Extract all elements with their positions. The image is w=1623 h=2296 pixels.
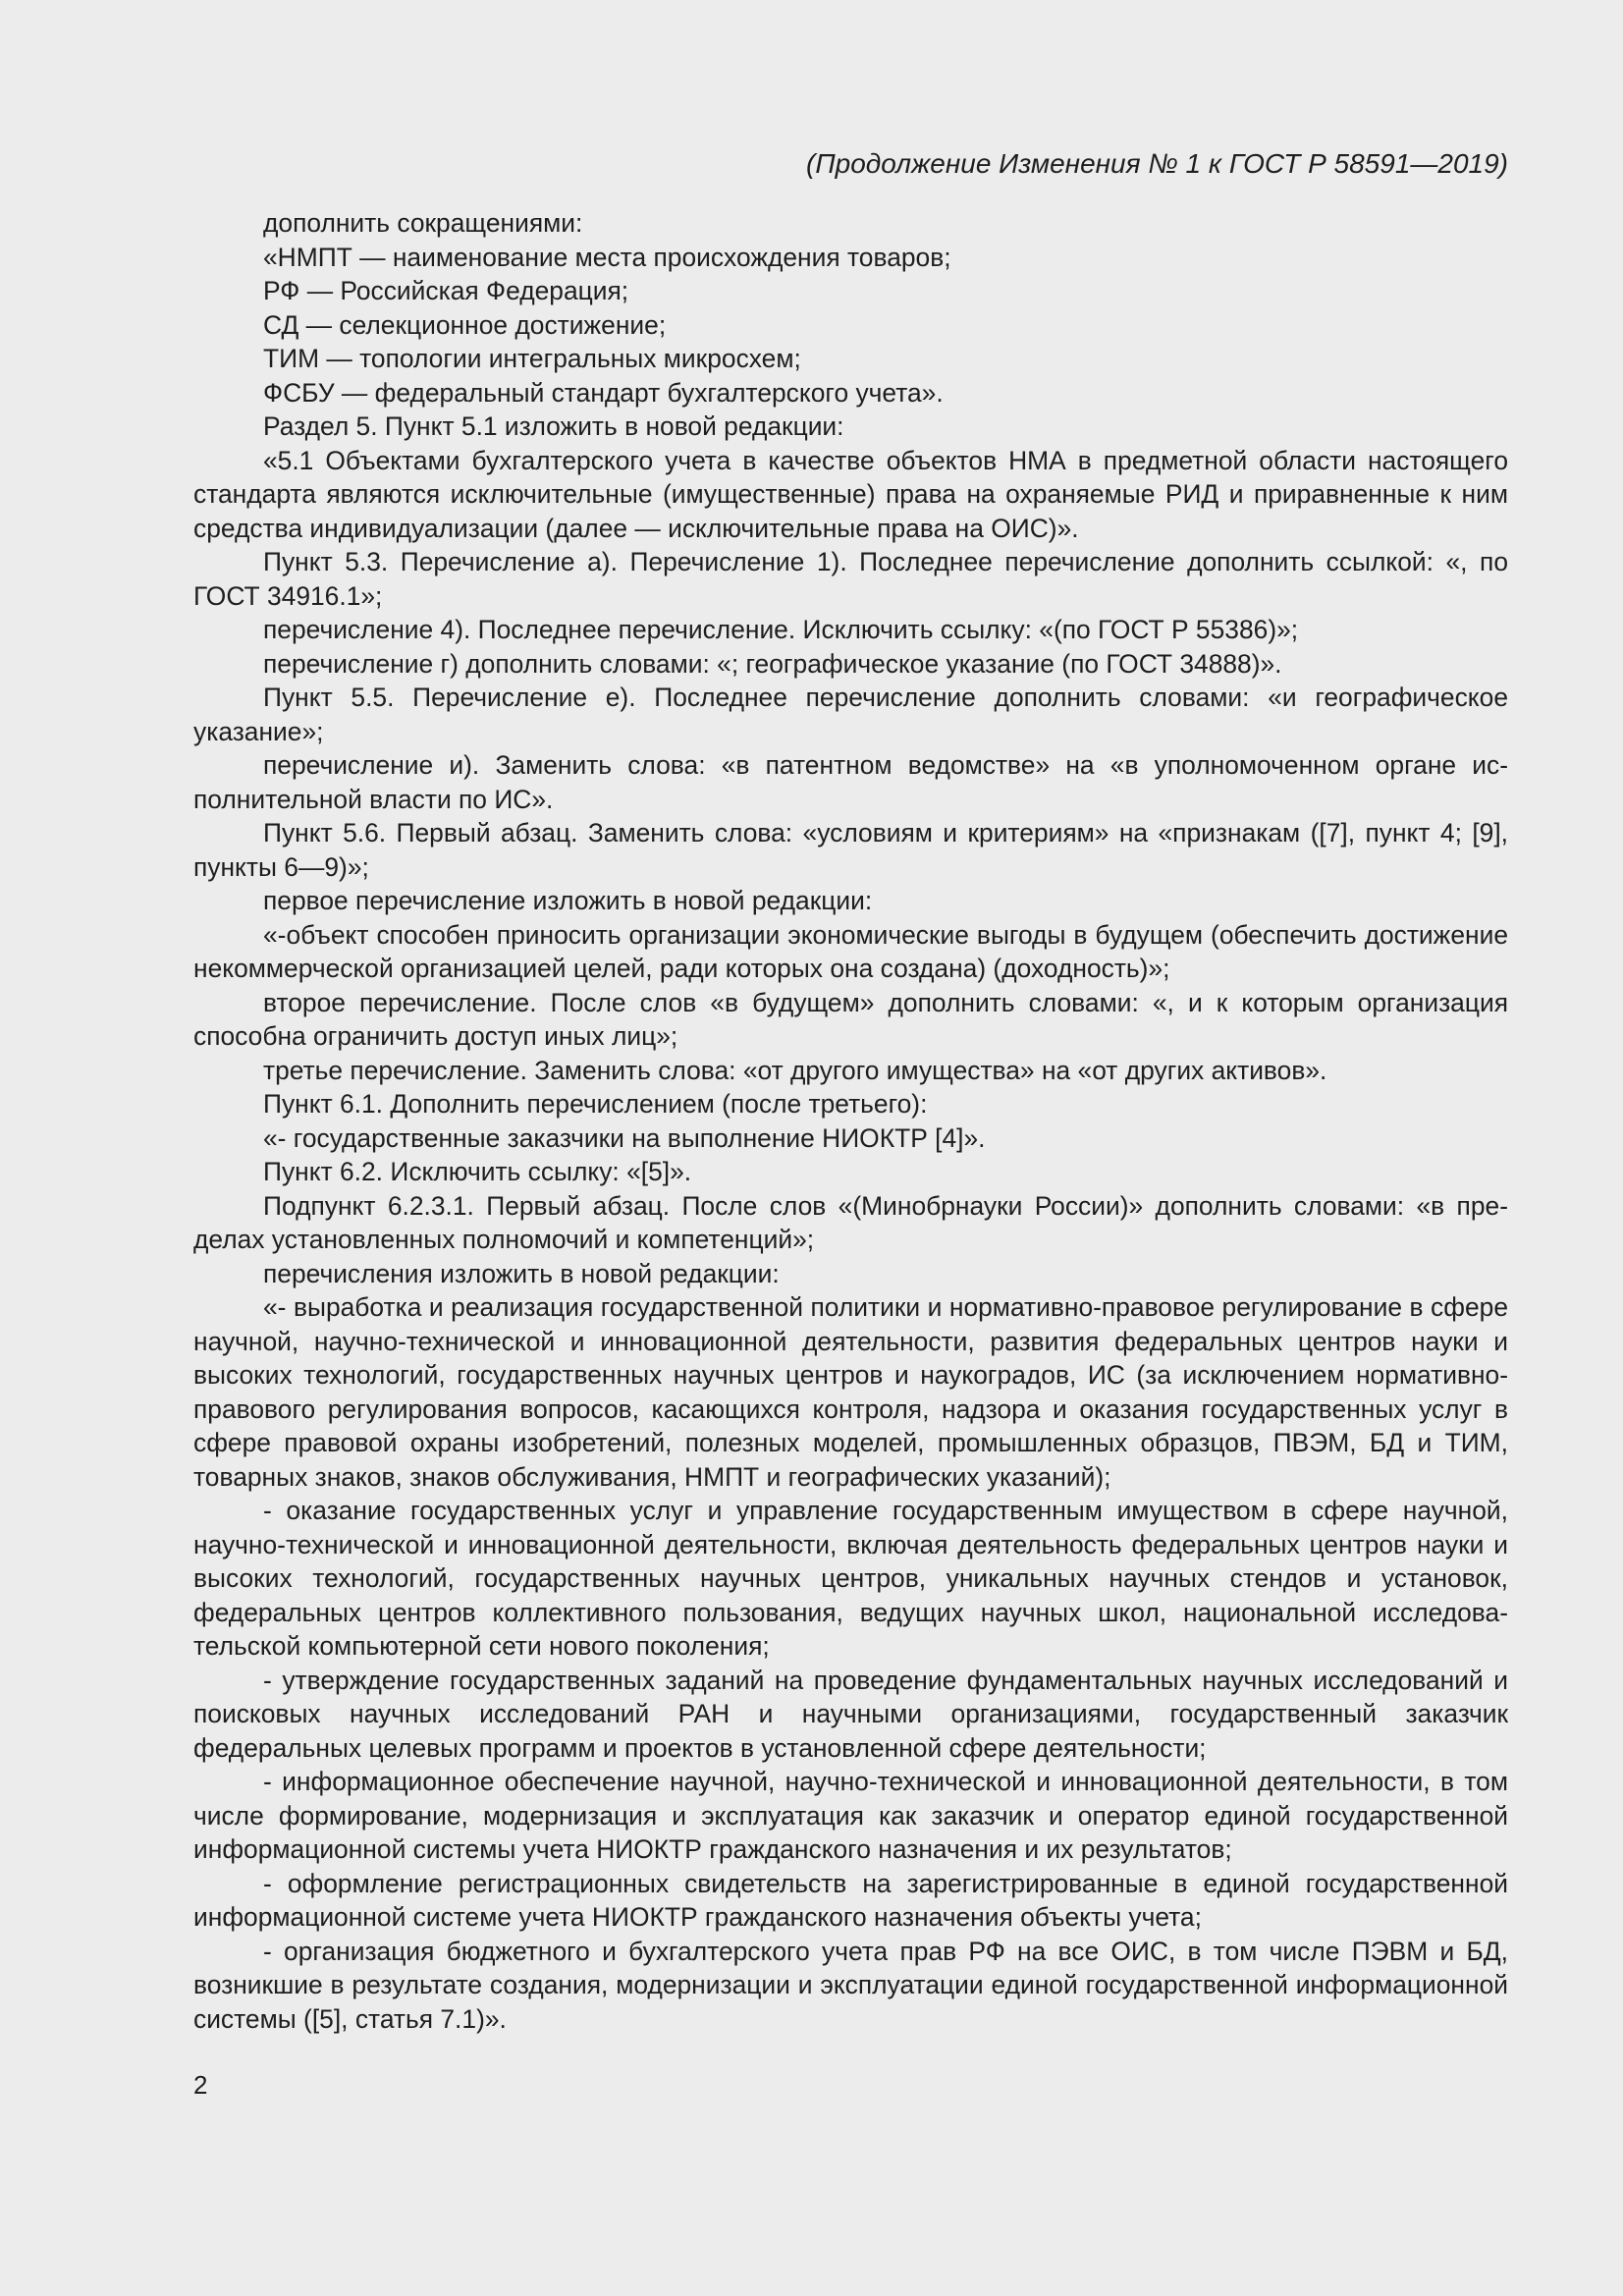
paragraph: первое перечисление изложить в новой редакции: <box>263 886 873 915</box>
paragraph: Пункт 6.1. Дополнить перечислением (после третьего): <box>263 1089 928 1119</box>
paragraph: перечисление г) дополнить словами: «; географическое указание (по ГОСТ 34888)». <box>263 648 1282 679</box>
paragraph: ТИМ — топологии интегральных микросхем; <box>263 344 801 373</box>
paragraph: Пункт 5.5. Перечисление е). Последнее перечисление дополнить словами: «и географическое указание»; <box>193 683 1508 746</box>
paragraph: «5.1 Объектами бухгалтерского учета в качестве объектов НМА в предметной области настоящего стандарта являются исключительные (имущественные) права на охраняемые РИД и приравненные к ним средства индивидуализации (далее — исключительные права на ОИС)». <box>193 445 1508 543</box>
paragraph: «-объект способен приносить организации экономические выгоды в будущем (обеспечить достижение некоммерческой организацией целей, ради которых она создана) (доходность)»; <box>193 919 1508 983</box>
page-number: 2 <box>193 2070 208 2100</box>
paragraph: - оформление регистрационных свидетельств на зарегистрированные в единой государственной информационной системе учета НИОКТР гражданского назначения объекты учета; <box>193 1868 1508 1932</box>
paragraph: Пункт 5.3. Перечисление а). Перечисление 1). Последнее перечисление дополнить ссылкой: «, по ГОСТ 34916.1»; <box>193 547 1508 611</box>
paragraph: перечисление и). Заменить слова: «в патентном ведомстве» на «в уполномоченном органе исполнительной власти по ИС». <box>193 750 1508 814</box>
paragraph: перечисления изложить в новой редакции: <box>263 1258 780 1288</box>
paragraph: «НМПТ — наименование места происхождения товаров; <box>263 242 951 272</box>
paragraph: Пункт 6.2. Исключить ссылку: «[5]». <box>263 1157 692 1186</box>
paragraph: «- выработка и реализация государственной политики и нормативно-правовое регулирование в сфере научной, научно-технической и инновационной деятельности, развития федеральных центров науки и высоких технологий, государственных научных центров и наукоградов, ИС (за исключением нормативно-правового регулирования вопросов, касающихся контроля, надзора и оказания государственных услуг в сфере правовой охраны изобретений, полезных моделей, промышленных образцов, ПВЭМ, БД и ТИМ, товарных знаков, знаков обслуживания, НМПТ и географических указаний); <box>193 1292 1508 1492</box>
paragraph: второе перечисление. После слов «в будущем» дополнить словами: «, и к которым организация способна ограничить доступ иных лиц»; <box>193 987 1508 1051</box>
document-body <box>193 206 1508 2036</box>
paragraph: Пункт 5.6. Первый абзац. Заменить слова: «условиям и критериям» на «признакам ([7], пункт 4; [9], пункты 6—9)»; <box>193 818 1508 882</box>
paragraph: Раздел 5. Пункт 5.1 изложить в новой редакции: <box>263 411 844 441</box>
paragraph: дополнить сокращениями: <box>263 208 583 238</box>
paragraph: перечисление 4). Последнее перечисление. Исключить ссылку: «(по ГОСТ Р 55386)»; <box>263 615 1299 644</box>
paragraph: третье перечисление. Заменить слова: «от другого имущества» на «от других активов». <box>263 1055 1327 1085</box>
paragraph: - утверждение государственных заданий на проведение фундаментальных научных исследований и поисковых научных исследований РАН и научными организациями, государственный заказчик федеральных целевых программ и проектов в установленной сфере деятельности; <box>193 1665 1508 1763</box>
continuation-header: (Продолжение Изменения № 1 к ГОСТ Р 58591—2019) <box>806 148 1508 179</box>
paragraph: «- государственные заказчики на выполнение НИОКТР [4]». <box>263 1122 986 1153</box>
paragraph: - организация бюджетного и бухгалтерского учета прав РФ на все ОИС, в том числе ПЭВМ и БД, возникшие в результате создания, модернизации и эксплуатации единой государственной информационной системы ([5], статья 7.1)». <box>193 1936 1508 2034</box>
paragraph: РФ — Российская Федерация; <box>263 276 629 305</box>
paragraph: - информационное обеспечение научной, научно-технической и инновационной деятельности, в том числе формирование, модернизация и эксплуатация как заказчик и оператор единой государственной информационной системы учета НИОКТР гражданского назначения и их результатов; <box>193 1767 1508 1864</box>
paragraph: Подпункт 6.2.3.1. Первый абзац. После слов «(Минобрнауки России)» дополнить словами: «в пределах установленных полномочий и компетенций»; <box>193 1190 1508 1254</box>
paragraph: - оказание государственных услуг и управление государственным имуществом в сфере научной, научно-технической и инновационной деятельности, включая деятельность федеральных центров науки и высоких технологий, государственных научных центров, уникальных научных стендов и установок, федеральных центров коллективного пользования, ведущих научных школ, национальной исследовательской компьютерной сети нового поколения; <box>193 1496 1508 1661</box>
paragraph: СД — селекционное достижение; <box>263 309 667 340</box>
paragraph: ФСБУ — федеральный стандарт бухгалтерского учета». <box>263 377 944 408</box>
